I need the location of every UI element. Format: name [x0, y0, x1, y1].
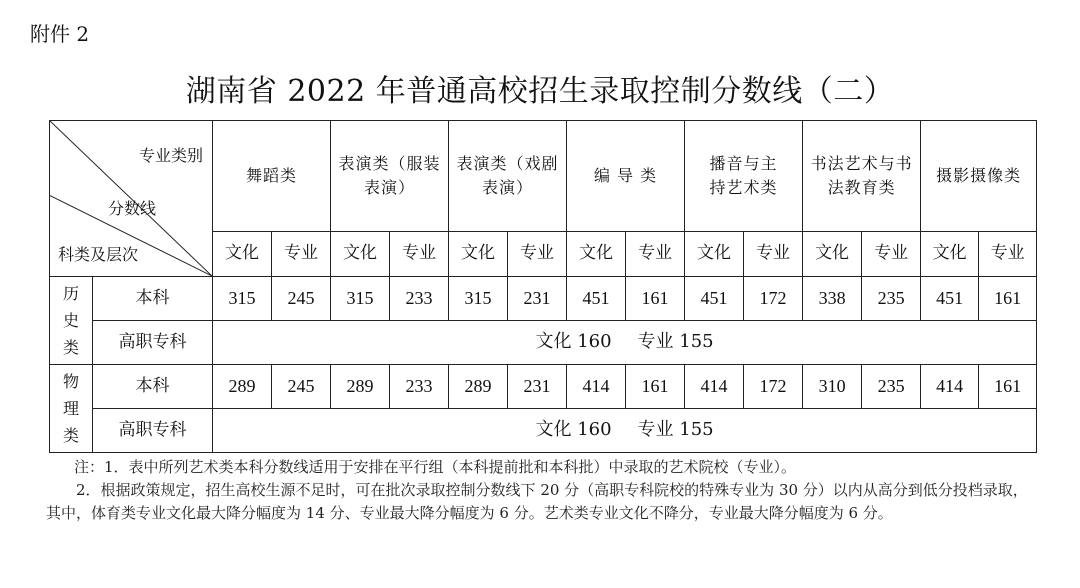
footnote-2: 2．根据政策规定，招生高校生源不足时，可在批次录取控制分数线下 20 分（高职专科院校的特殊专业为 30 分）以内从高分到低分投档录取，其中，体育类专业文化最大降分幅度为 14 分、专业最大降分幅度为 6 分。艺术类专业文化不降分，专业最大降分幅度为 6 分。	[46, 481, 1028, 522]
score-table	[49, 120, 1037, 453]
score-cell: 161	[979, 365, 1037, 409]
document-title: 湖南省 2022 年普通高校招生录取控制分数线（二）	[185, 74, 895, 109]
score-cell: 233	[390, 277, 449, 321]
major-header: 专业	[390, 232, 449, 277]
subject-char: 物	[62, 371, 79, 391]
score-cell: 451	[921, 277, 979, 321]
vocational-score-merged	[213, 409, 1037, 453]
category-broadcasting-hosting	[685, 121, 803, 232]
score-cell: 414	[685, 365, 744, 409]
table-row-history-vocational	[50, 321, 1037, 365]
level-undergrad: 本科	[93, 277, 213, 321]
score-cell: 161	[626, 277, 685, 321]
category-drama-performance-line2: 表演）	[482, 178, 534, 197]
category-dance	[213, 121, 331, 232]
score-cell: 161	[626, 365, 685, 409]
score-cell: 315	[449, 277, 508, 321]
major-header: 专业	[272, 232, 331, 277]
footnote-1: 注：1．表中所列艺术类本科分数线适用于安排在平行组（本科提前批和本科批）中录取的艺术院校（专业）。	[74, 458, 797, 476]
culture-header: 文化	[685, 232, 744, 277]
category-calligraphy-line2: 法教育类	[827, 178, 896, 197]
attachment-label: 附件 2	[30, 22, 90, 46]
category-costume-performance-line1: 表演类（服装	[338, 154, 441, 173]
score-cell: 235	[862, 365, 921, 409]
level-vocational: 高职专科	[93, 409, 213, 453]
category-broadcasting-hosting-line2: 持艺术类	[709, 178, 778, 197]
table-row-physics-undergrad	[50, 365, 1037, 409]
category-calligraphy-line1: 书法艺术与书	[810, 154, 913, 173]
culture-header: 文化	[213, 232, 272, 277]
level-vocational: 高职专科	[93, 321, 213, 365]
category-calligraphy	[803, 121, 921, 232]
vocational-major-score: 专业 155	[637, 331, 714, 353]
category-costume-performance	[331, 121, 449, 232]
major-header: 专业	[508, 232, 567, 277]
subject-char: 理	[62, 398, 79, 418]
vocational-culture-score: 文化 160	[535, 419, 612, 441]
score-cell: 315	[213, 277, 272, 321]
vocational-score-merged	[213, 321, 1037, 365]
corner-label-category: 专业类别	[139, 146, 204, 165]
subject-history	[50, 277, 93, 365]
score-cell: 315	[331, 277, 390, 321]
category-photography-line1: 摄影摄像类	[936, 166, 1022, 185]
header-row-categories	[50, 121, 1037, 232]
score-cell: 289	[213, 365, 272, 409]
subject-char: 类	[62, 426, 79, 446]
corner-header	[50, 121, 213, 277]
level-undergrad: 本科	[93, 365, 213, 409]
category-drama-performance	[449, 121, 567, 232]
vocational-culture-score: 文化 160	[535, 331, 612, 353]
category-broadcasting-hosting-line1: 播音与主	[709, 154, 778, 173]
category-costume-performance-line2: 表演）	[364, 178, 416, 197]
category-dance-line1: 舞蹈类	[246, 166, 298, 185]
subject-physics	[50, 365, 93, 453]
score-cell: 289	[449, 365, 508, 409]
major-header: 专业	[862, 232, 921, 277]
score-cell: 235	[862, 277, 921, 321]
score-cell: 310	[803, 365, 862, 409]
culture-header: 文化	[331, 232, 390, 277]
score-cell: 233	[390, 365, 449, 409]
category-directing-line1: 编 导 类	[593, 166, 658, 185]
score-cell: 414	[567, 365, 626, 409]
score-cell: 231	[508, 277, 567, 321]
culture-header: 文化	[921, 232, 979, 277]
corner-label-subject-level: 科类及层次	[58, 245, 139, 264]
score-cell: 338	[803, 277, 862, 321]
subject-char: 类	[62, 338, 79, 358]
major-header: 专业	[744, 232, 803, 277]
culture-header: 文化	[449, 232, 508, 277]
subject-char: 史	[62, 310, 79, 330]
category-directing	[567, 121, 685, 232]
corner-label-score-line: 分数线	[108, 199, 157, 218]
category-drama-performance-line1: 表演类（戏剧	[456, 154, 559, 173]
table-row-physics-vocational	[50, 409, 1037, 453]
category-photography	[921, 121, 1037, 232]
culture-header: 文化	[567, 232, 626, 277]
score-cell: 245	[272, 277, 331, 321]
score-cell: 289	[331, 365, 390, 409]
footnotes	[46, 456, 1038, 525]
score-cell: 172	[744, 277, 803, 321]
score-cell: 451	[685, 277, 744, 321]
vocational-major-score: 专业 155	[637, 419, 714, 441]
score-cell: 414	[921, 365, 979, 409]
major-header: 专业	[626, 232, 685, 277]
score-cell: 172	[744, 365, 803, 409]
score-cell: 451	[567, 277, 626, 321]
score-cell: 245	[272, 365, 331, 409]
major-header: 专业	[979, 232, 1037, 277]
culture-header: 文化	[803, 232, 862, 277]
table-row-history-undergrad	[50, 277, 1037, 321]
score-cell: 231	[508, 365, 567, 409]
score-cell: 161	[979, 277, 1037, 321]
subject-char: 历	[62, 283, 79, 303]
